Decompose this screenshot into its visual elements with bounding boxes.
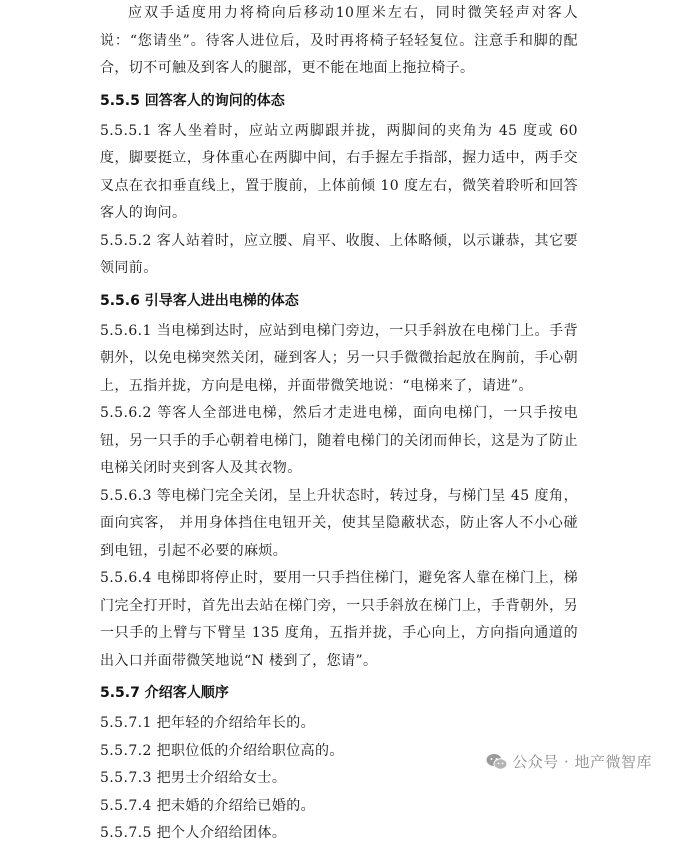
section-5-5-5: [100, 88, 578, 283]
watermark-text: 公众号 · 地产微智库: [512, 753, 652, 771]
list-item: 5.5.6.4 电梯即将停止时，要用一只手挡住梯门，避免客人靠在梯门上，梯门完全打开时，首先出去站在梯门旁，一只手斜放在梯门上，手背朝外，另一只手的上臂与下臂呈 135 度角，五指并拢，手心向上，方向指向通道的出入口并面带微笑地说“N 楼到了，您请”。: [100, 570, 578, 669]
list-item: 5.5.5.2 客人站着时，应立腰、肩平、收腹、上体略倾，以示谦恭，其它要领同前。: [100, 232, 578, 276]
list-item: 5.5.5.1 客人坐着时，应站立两脚跟并拢，两脚间的夹角为 45 度或 60 度，脚要挺立，身体重心在两脚中间，右手握左手指部，握力适中，两手交叉点在衣扣垂直线上，置于腹前，上体前倾 10 度左右，微笑着聆听和回答客人的询问。: [100, 122, 578, 221]
list-item: 5.5.7.2 把职位低的介绍给职位高的。: [100, 742, 344, 759]
section-heading: 5.5.5 回答客人的询问的体态: [100, 92, 285, 109]
list-item: 5.5.7.5 把个人介绍给团体。: [100, 825, 287, 841]
list-item: 5.5.6.3 等电梯门完全关闭，呈上升状态时，转过身，与梯门呈 45 度角，面向宾客， 并用身体挡住电钮开关，使其呈隐蔽状态，防止客人不小心碰到电钮，引起不必要的麻烦。: [100, 487, 578, 559]
section-5-5-6: [100, 288, 578, 676]
list-item: 5.5.6.1 当电梯到达时，应站到电梯门旁边，一只手斜放在电梯门上。手背朝外，以免电梯突然关闭，碰到客人；另一只手微微抬起放在胸前，手心朝上，五指并拢，方向是电梯，并面带微笑地说：“电梯来了，请进”。: [100, 322, 578, 394]
list-item: 5.5.7.3 把男士介绍给女士。: [100, 770, 287, 786]
intro-paragraph: 应双手适度用力将椅向后移动10厘米左右，同时微笑轻声对客人说：“您请坐”。待客人进位后，及时再将椅子轻轻复位。注意手和脚的配合，切不可触及到客人的腿部，更不能在地面上拖拉椅子。: [100, 5, 578, 76]
document-page: [100, 0, 578, 848]
section-heading: 5.5.6 引导客人进出电梯的体态: [100, 292, 299, 309]
watermark: [486, 751, 652, 772]
list-item: 5.5.7.4 把未婚的介绍给已婚的。: [100, 797, 316, 814]
wechat-icon: [486, 753, 506, 771]
list-item: 5.5.6.2 等客人全部进电梯，然后才走进电梯，面向电梯门，一只手按电钮，另一只手的手心朝着电梯门，随着电梯门的关闭而伸长，这是为了防止电梯关闭时夹到客人及其衣物。: [100, 405, 578, 476]
list-item: 5.5.7.1 把年轻的介绍给年长的。: [100, 715, 316, 731]
section-heading: 5.5.7 介绍客人顺序: [100, 685, 229, 701]
